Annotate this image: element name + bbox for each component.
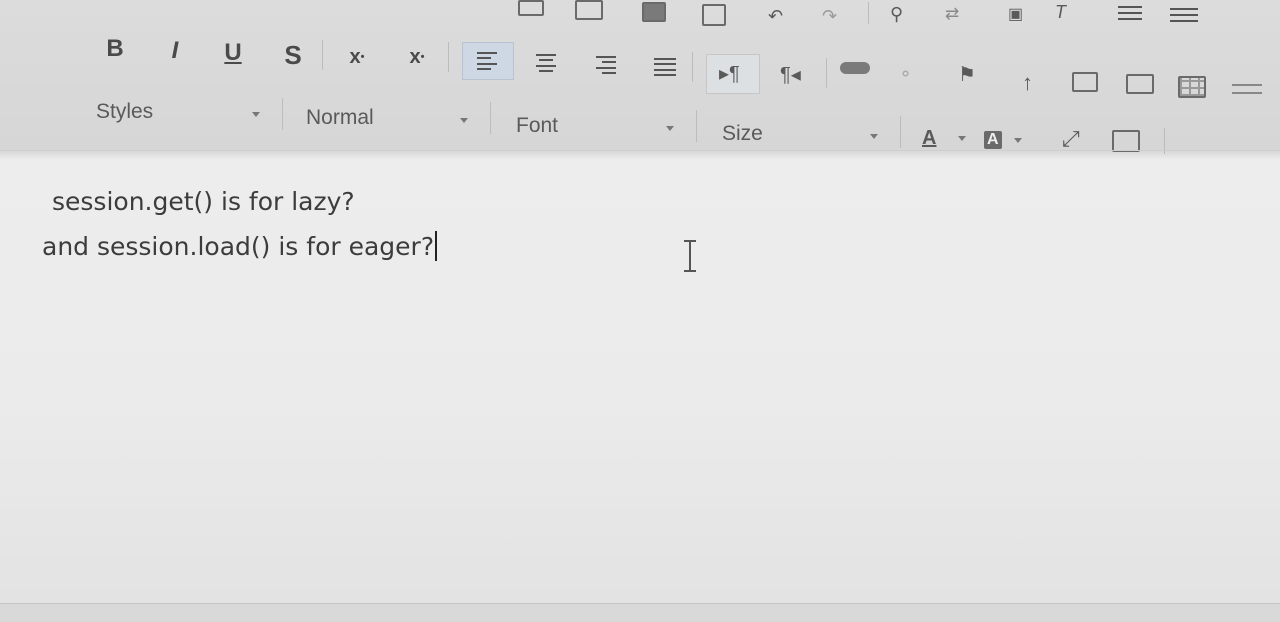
remove-format-label: T	[1055, 2, 1066, 22]
separator	[490, 102, 491, 134]
superscript-button[interactable]: x •	[409, 45, 425, 68]
editor-content-area[interactable]	[0, 150, 1280, 605]
replace-icon[interactable]: ⇄	[945, 4, 960, 23]
toolbar-row-formatting	[0, 32, 1280, 95]
redo-icon[interactable]: ↷	[822, 6, 838, 26]
strikethrough-button[interactable]: S	[284, 39, 302, 70]
italic-button[interactable]: I	[171, 37, 179, 64]
size-combo[interactable]	[722, 114, 892, 154]
toolbar-row-top	[0, 0, 1280, 26]
separator	[322, 40, 323, 70]
flash-icon[interactable]	[1126, 74, 1154, 94]
align-center-icon[interactable]	[536, 54, 556, 72]
format-combo[interactable]	[306, 98, 482, 138]
rtl-icon[interactable]: ¶◂	[780, 64, 801, 86]
unlink-icon[interactable]: ⚬	[898, 64, 914, 84]
separator	[868, 2, 869, 24]
size-combo-label: Size	[722, 122, 763, 145]
select-all-icon[interactable]: ▣	[1008, 6, 1024, 23]
content-line-2-text: and session.load() is for eager?	[42, 232, 435, 261]
show-blocks-icon[interactable]	[1112, 130, 1140, 152]
subscript-label: x	[349, 45, 361, 68]
bold-button[interactable]: B	[106, 35, 124, 62]
remove-format-icon[interactable]	[1055, 2, 1066, 23]
chevron-down-icon	[1014, 138, 1022, 143]
chevron-down-icon	[252, 112, 260, 117]
separator	[900, 116, 901, 148]
styles-combo-label: Styles	[96, 100, 154, 123]
image-icon[interactable]	[1072, 72, 1098, 92]
content-line-2	[42, 231, 437, 261]
anchor-icon[interactable]: ⚑	[958, 64, 976, 86]
find-icon[interactable]: ⚲	[890, 4, 904, 24]
undo-icon[interactable]: ↶	[768, 6, 784, 26]
toolbar-row-combos	[0, 92, 1280, 151]
chevron-down-icon	[460, 118, 468, 123]
spellcheck-icon[interactable]	[702, 4, 726, 26]
ibeam-cursor-icon	[683, 240, 697, 272]
maximize-icon[interactable]: ⤢	[1062, 126, 1080, 151]
numbered-list-icon[interactable]	[1118, 6, 1142, 20]
separator	[826, 58, 827, 88]
chevron-down-icon	[666, 126, 674, 131]
subscript-button[interactable]: x •	[349, 45, 365, 68]
superscript-label: x	[409, 45, 421, 68]
link-icon[interactable]	[840, 62, 870, 74]
font-combo-label: Font	[516, 114, 559, 137]
styles-combo[interactable]	[96, 92, 276, 132]
text-caret	[435, 231, 437, 261]
paste-word-icon[interactable]	[575, 0, 603, 20]
bulleted-list-icon[interactable]	[1170, 8, 1198, 22]
separator	[692, 52, 693, 82]
content-line-1: session.get() is for lazy?	[52, 187, 355, 216]
separator	[448, 42, 449, 72]
chevron-down-icon	[958, 136, 966, 141]
ltr-icon: ▸¶	[719, 63, 740, 85]
align-right-icon[interactable]	[596, 56, 616, 74]
ltr-button[interactable]	[706, 54, 760, 94]
template-icon[interactable]	[518, 0, 544, 16]
print-icon[interactable]	[642, 2, 666, 22]
source-icon[interactable]: ↑	[1022, 70, 1033, 95]
separator	[282, 98, 283, 130]
chevron-down-icon	[870, 134, 878, 139]
underline-button[interactable]: U	[224, 39, 242, 66]
format-combo-label: Normal	[306, 106, 374, 129]
text-color-label: A	[922, 126, 937, 149]
separator	[696, 110, 697, 142]
align-left-button[interactable]	[462, 42, 514, 80]
bg-color-label: A	[984, 131, 1002, 149]
justify-icon[interactable]	[654, 58, 676, 76]
align-left-icon	[477, 52, 497, 70]
editor-status-bar	[0, 603, 1280, 622]
font-combo[interactable]	[516, 106, 688, 146]
